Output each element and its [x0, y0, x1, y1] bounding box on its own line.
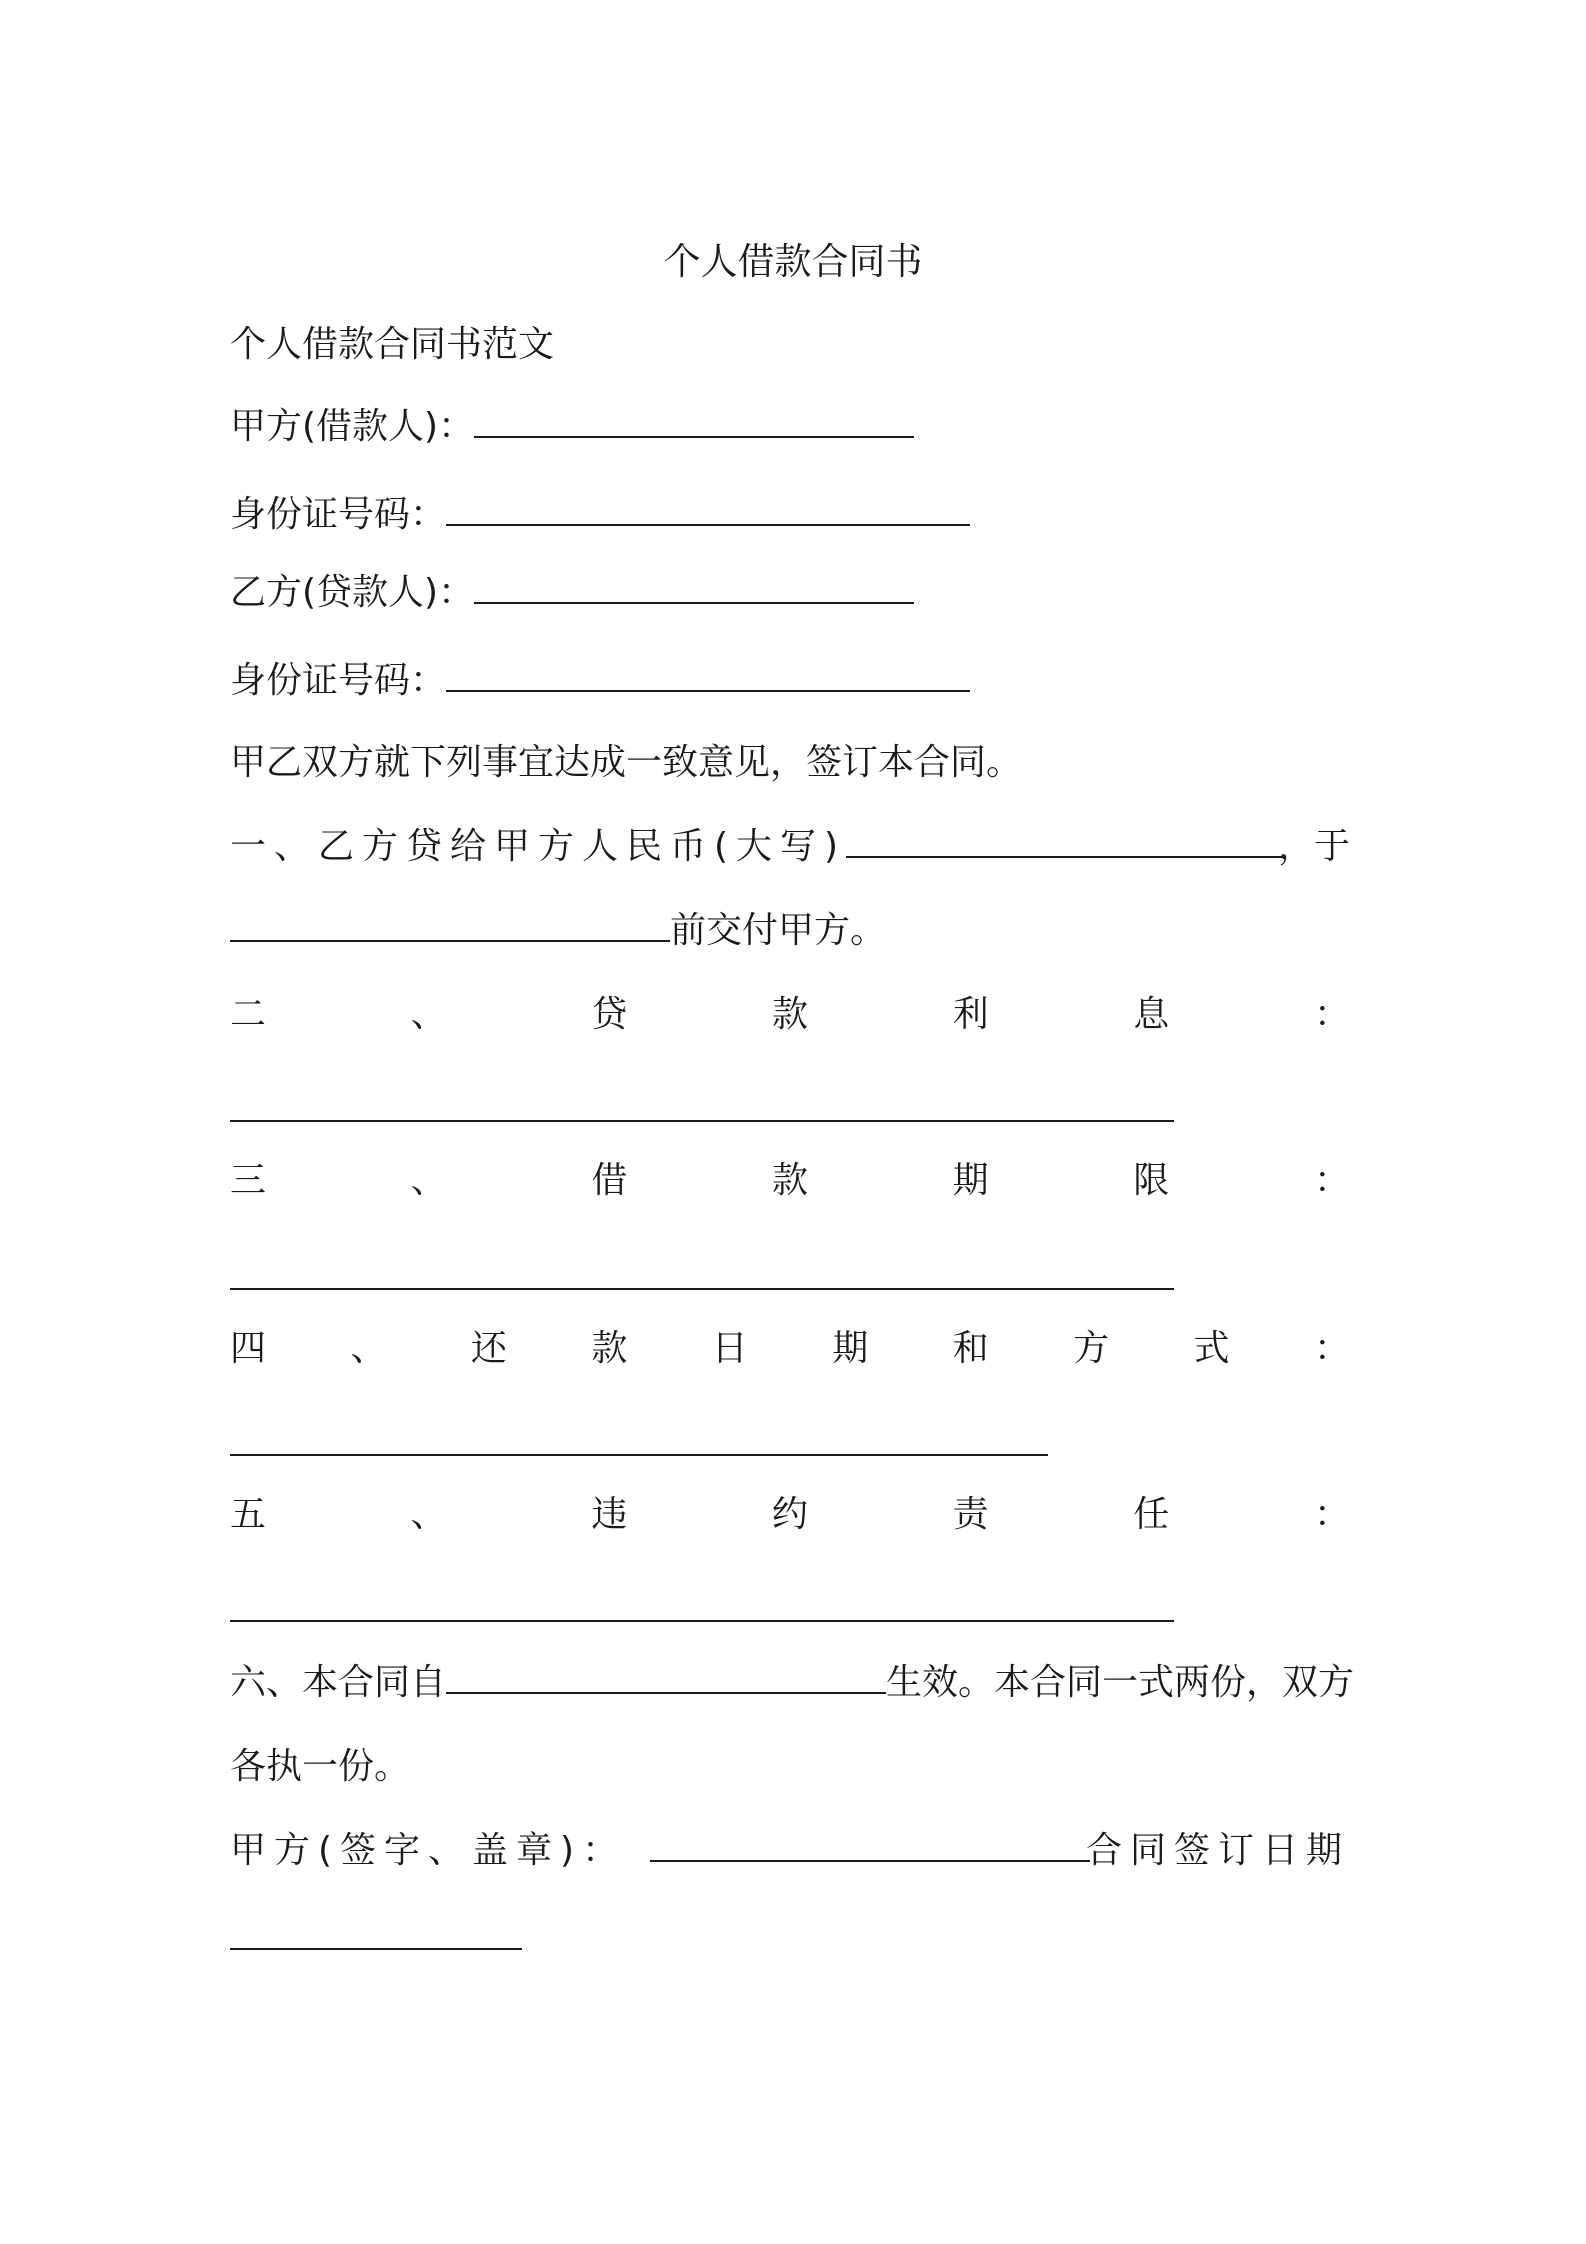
clause-6-date-blank: [446, 1662, 886, 1694]
clause-2-char: 、: [410, 994, 447, 1035]
id-row-2: [230, 658, 970, 704]
party-b-label: 乙方(贷款人)：: [230, 572, 475, 613]
clause-4-char: ：: [1313, 1328, 1350, 1369]
clause-4-char: 还: [470, 1328, 507, 1369]
agreement-intro: 甲乙双方就下列事宜达成一致意见，签订本合同。: [230, 742, 1023, 783]
clause-3-char: 、: [410, 1160, 447, 1201]
clause-5-char: 违: [591, 1494, 628, 1535]
clause-6-line-2: 各执一份。: [230, 1746, 411, 1787]
clause-6-row: [230, 1660, 1354, 1706]
clause-1-prefix: 一、乙方贷给甲方人民币(大写): [230, 826, 847, 867]
clause-4-char: 期: [832, 1328, 869, 1369]
clause-3-char: 款: [771, 1160, 808, 1201]
id-blank-2: [446, 660, 970, 692]
clause-2-char: 二: [230, 994, 267, 1035]
clause-4-char: 方: [1073, 1328, 1110, 1369]
clause-1-row-2: [230, 908, 886, 954]
id-label-2: 身份证号码：: [230, 660, 447, 701]
clause-5-char: ：: [1313, 1494, 1350, 1535]
clause-2-char: 息: [1133, 994, 1170, 1035]
id-row-1: [230, 492, 970, 538]
clause-2-heading: [230, 992, 1350, 1038]
clause-4-blank: [230, 1454, 1048, 1456]
party-a-blank: [474, 406, 914, 438]
party-a-row: [230, 404, 914, 450]
clause-4-char: 和: [952, 1328, 989, 1369]
signature-label: 甲方(签字、盖章)：: [230, 1830, 627, 1871]
clause-5-char: 约: [771, 1494, 808, 1535]
clause-1-amount-blank: [846, 826, 1286, 858]
clause-5-char: 任: [1133, 1494, 1170, 1535]
clause-2-char: 利: [952, 994, 989, 1035]
signature-blank: [650, 1830, 1090, 1862]
clause-4-char: 款: [591, 1328, 628, 1369]
clause-5-char: 五: [230, 1494, 267, 1535]
signature-row: [230, 1828, 1350, 1874]
clause-1-suffix: 前交付甲方。: [670, 910, 887, 951]
clause-6-suffix: 生效。本合同一式两份，双方: [886, 1662, 1355, 1703]
party-b-blank: [474, 572, 914, 604]
clause-2-blank: [230, 1120, 1174, 1122]
clause-4-heading: [230, 1326, 1350, 1372]
clause-6-prefix: 六、本合同自: [230, 1662, 447, 1703]
clause-3-heading: [230, 1158, 1350, 1204]
clause-3-char: 借: [591, 1160, 628, 1201]
clause-2-char: ：: [1313, 994, 1350, 1035]
sign-date-blank: [230, 1948, 522, 1950]
clause-5-char: 、: [410, 1494, 447, 1535]
clause-3-blank: [230, 1288, 1174, 1290]
clause-5-blank: [230, 1620, 1174, 1622]
clause-2-char: 款: [771, 994, 808, 1035]
party-a-label: 甲方(借款人)：: [230, 406, 475, 447]
clause-5-char: 责: [952, 1494, 989, 1535]
document-subtitle: 个人借款合同书范文: [230, 324, 555, 365]
clause-4-char: 、: [350, 1328, 387, 1369]
clause-3-char: 期: [952, 1160, 989, 1201]
clause-3-char: ：: [1313, 1160, 1350, 1201]
id-blank-1: [446, 494, 970, 526]
clause-1-mid: ，于: [1277, 826, 1350, 867]
document-title: 个人借款合同书: [663, 240, 923, 283]
clause-1-date-blank: [230, 910, 670, 942]
clause-3-char: 三: [230, 1160, 267, 1201]
clause-5-heading: [230, 1492, 1350, 1538]
clause-4-char: 式: [1193, 1328, 1230, 1369]
clause-1-row: [230, 824, 1350, 870]
id-label-1: 身份证号码：: [230, 494, 447, 535]
clause-2-char: 贷: [591, 994, 628, 1035]
sign-date-label: 合同签订日期: [1085, 1830, 1350, 1871]
clause-3-char: 限: [1133, 1160, 1170, 1201]
clause-4-char: 日: [711, 1328, 748, 1369]
party-b-row: [230, 570, 914, 616]
clause-4-char: 四: [230, 1328, 267, 1369]
